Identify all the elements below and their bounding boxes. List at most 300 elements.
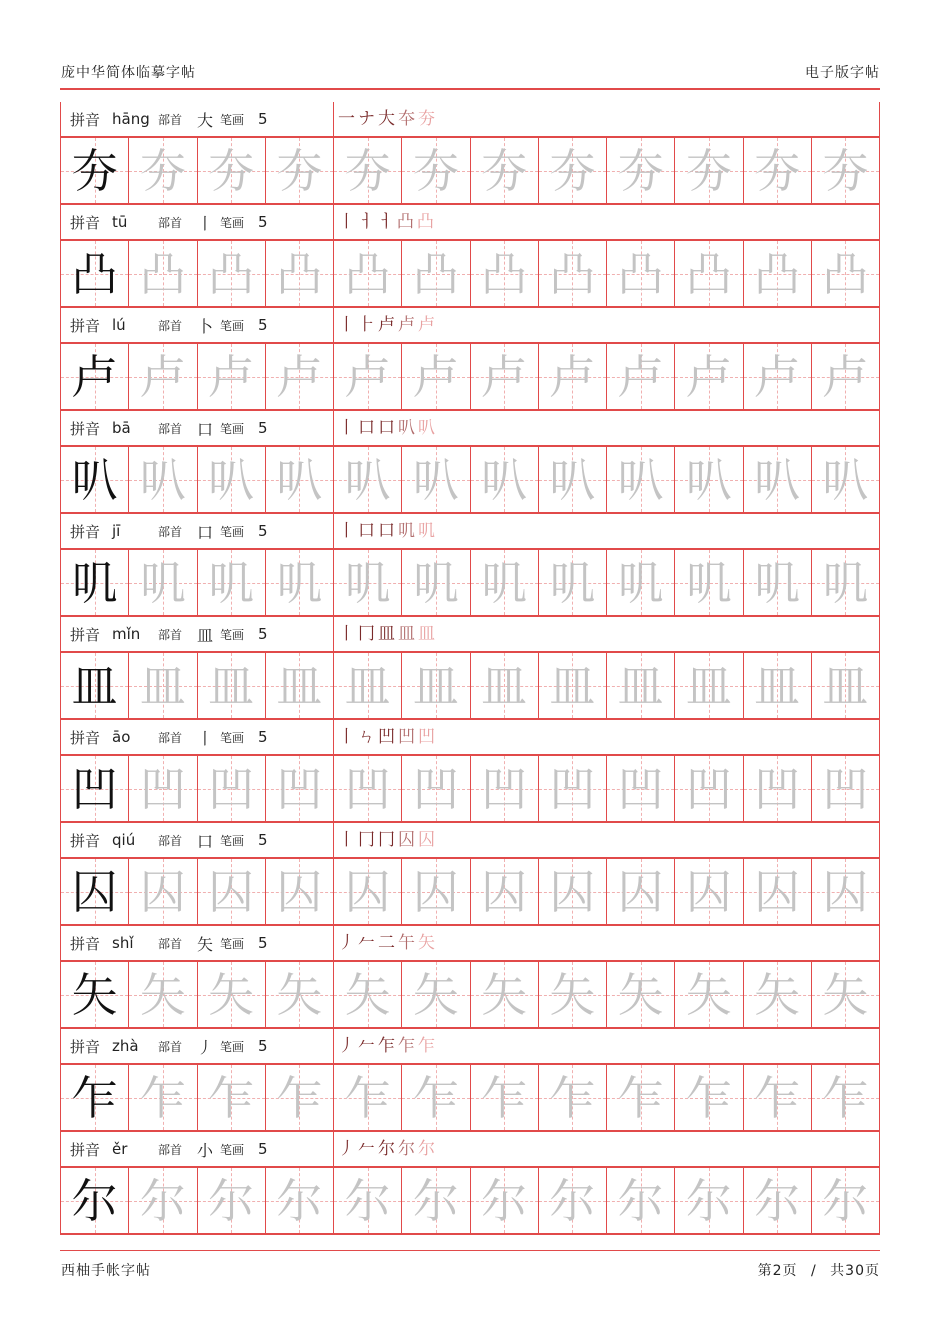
tracing-cell bbox=[471, 859, 539, 924]
strokes-label: 笔画 bbox=[220, 1039, 245, 1054]
stroke-count: 5 bbox=[258, 1037, 268, 1055]
tracing-cell bbox=[129, 344, 197, 409]
page-total: 共30页 bbox=[830, 1263, 880, 1279]
tracing-cell bbox=[266, 1168, 334, 1233]
stroke-step: 口 bbox=[358, 520, 375, 541]
trace-character: 尔 bbox=[139, 1173, 186, 1228]
radical-value: 口 bbox=[197, 522, 214, 542]
tracing-cell bbox=[198, 550, 266, 615]
trace-character: 皿 bbox=[344, 658, 391, 713]
stroke-order bbox=[333, 926, 879, 960]
trace-character: 凹 bbox=[685, 761, 732, 816]
stroke-step: 尔 bbox=[418, 1138, 435, 1159]
trace-character: 皿 bbox=[549, 658, 596, 713]
stroke-step: 丨 bbox=[338, 520, 355, 541]
trace-character: 凹 bbox=[139, 761, 186, 816]
stroke-step: 尔 bbox=[398, 1138, 415, 1159]
model-character: 矢 bbox=[71, 967, 118, 1022]
tracing-cell bbox=[744, 138, 812, 203]
trace-character: 叭 bbox=[822, 452, 869, 507]
practice-grid-row bbox=[60, 1063, 880, 1132]
trace-character: 卢 bbox=[139, 349, 186, 404]
model-cell bbox=[61, 138, 129, 203]
tracing-cell bbox=[198, 962, 266, 1027]
radical-value: 口 bbox=[197, 831, 214, 851]
stroke-step: 凹 bbox=[398, 726, 415, 747]
stroke-step: 𠂉 bbox=[358, 932, 375, 953]
trace-character: 凹 bbox=[344, 761, 391, 816]
stroke-step: 皿 bbox=[398, 623, 415, 644]
model-character: 囚 bbox=[71, 864, 118, 919]
tracing-cell bbox=[539, 241, 607, 306]
trace-character: 乍 bbox=[412, 1070, 459, 1125]
trace-character: 夯 bbox=[276, 143, 323, 198]
stroke-count: 5 bbox=[258, 934, 268, 952]
stroke-step: 丿 bbox=[338, 1035, 355, 1056]
stroke-count: 5 bbox=[258, 625, 268, 643]
trace-character: 囚 bbox=[754, 864, 801, 919]
strokes-label: 笔画 bbox=[220, 318, 245, 333]
trace-character: 叭 bbox=[344, 452, 391, 507]
trace-character: 矢 bbox=[344, 967, 391, 1022]
trace-character: 乍 bbox=[208, 1070, 255, 1125]
trace-character: 叭 bbox=[617, 452, 664, 507]
trace-character: 卢 bbox=[276, 349, 323, 404]
stroke-step: 皿 bbox=[378, 623, 395, 644]
char-info-row bbox=[60, 926, 880, 960]
trace-character: 凹 bbox=[754, 761, 801, 816]
stroke-order bbox=[333, 308, 879, 342]
stroke-order bbox=[333, 205, 879, 239]
pinyin-value: qiú bbox=[112, 831, 136, 849]
model-character: 叭 bbox=[71, 452, 118, 507]
stroke-step: 乍 bbox=[378, 1035, 395, 1056]
tracing-cell bbox=[539, 859, 607, 924]
trace-character: 叽 bbox=[617, 555, 664, 610]
trace-character: 叽 bbox=[481, 555, 528, 610]
char-meta bbox=[61, 720, 333, 754]
tracing-cell bbox=[539, 1065, 607, 1130]
tracing-cell bbox=[607, 653, 675, 718]
stroke-step: 𠂉 bbox=[358, 1138, 375, 1159]
tracing-cell bbox=[812, 962, 880, 1027]
trace-character: 夯 bbox=[344, 143, 391, 198]
pinyin-value: āo bbox=[112, 728, 131, 746]
trace-character: 囚 bbox=[685, 864, 732, 919]
trace-character: 矢 bbox=[208, 967, 255, 1022]
trace-character: 卢 bbox=[617, 349, 664, 404]
radical-label: 部首 bbox=[158, 730, 183, 745]
tracing-cell bbox=[402, 653, 470, 718]
trace-character: 乍 bbox=[685, 1070, 732, 1125]
tracing-cell bbox=[539, 1168, 607, 1233]
stroke-step: 口 bbox=[378, 520, 395, 541]
trace-character: 囚 bbox=[822, 864, 869, 919]
trace-character: 囚 bbox=[208, 864, 255, 919]
stroke-step: 丿 bbox=[338, 1138, 355, 1159]
stroke-step: 叭 bbox=[398, 417, 415, 438]
stroke-step: 矢 bbox=[418, 932, 435, 953]
strokes-label: 笔画 bbox=[220, 730, 245, 745]
trace-character: 皿 bbox=[481, 658, 528, 713]
tracing-cell bbox=[471, 447, 539, 512]
tracing-cell bbox=[402, 550, 470, 615]
stroke-count: 5 bbox=[258, 728, 268, 746]
radical-label: 部首 bbox=[158, 421, 183, 436]
tracing-cell bbox=[402, 756, 470, 821]
char-meta bbox=[61, 823, 333, 857]
char-meta bbox=[61, 308, 333, 342]
trace-character: 凹 bbox=[481, 761, 528, 816]
stroke-step: 午 bbox=[398, 932, 415, 953]
trace-character: 凸 bbox=[617, 246, 664, 301]
stroke-step: 夲 bbox=[398, 108, 415, 129]
tracing-cell bbox=[812, 1168, 880, 1233]
pinyin-value: zhà bbox=[112, 1037, 139, 1055]
radical-label: 部首 bbox=[158, 833, 183, 848]
practice-grid-row bbox=[60, 857, 880, 926]
radical-value: 小 bbox=[197, 1140, 214, 1160]
strokes-label: 笔画 bbox=[220, 215, 245, 230]
tracing-cell bbox=[607, 447, 675, 512]
tracing-cell bbox=[198, 1168, 266, 1233]
practice-grid-row bbox=[60, 445, 880, 514]
tracing-cell bbox=[539, 447, 607, 512]
tracing-cell bbox=[198, 447, 266, 512]
model-character: 尔 bbox=[71, 1173, 118, 1228]
tracing-cell bbox=[607, 241, 675, 306]
trace-character: 叽 bbox=[208, 555, 255, 610]
stroke-step: ㅓ bbox=[377, 211, 394, 232]
tracing-cell bbox=[812, 138, 880, 203]
tracing-cell bbox=[129, 447, 197, 512]
tracing-cell bbox=[334, 962, 402, 1027]
stroke-step: 夯 bbox=[418, 108, 435, 129]
char-info-row bbox=[60, 308, 880, 342]
header-title: 庞中华简体临摹字帖 bbox=[61, 65, 196, 81]
trace-character: 矢 bbox=[617, 967, 664, 1022]
trace-character: 乍 bbox=[617, 1070, 664, 1125]
tracing-cell bbox=[812, 756, 880, 821]
tracing-cell bbox=[812, 859, 880, 924]
pinyin-value: shǐ bbox=[112, 934, 134, 952]
tracing-cell bbox=[334, 859, 402, 924]
tracing-cell bbox=[812, 344, 880, 409]
char-info-row bbox=[60, 1132, 880, 1166]
stroke-order bbox=[333, 617, 879, 651]
tracing-cell bbox=[744, 1065, 812, 1130]
tracing-cell bbox=[539, 756, 607, 821]
trace-character: 叽 bbox=[412, 555, 459, 610]
tracing-cell bbox=[129, 550, 197, 615]
tracing-cell bbox=[744, 241, 812, 306]
header-divider bbox=[60, 88, 880, 90]
pinyin-label: 拼音 bbox=[70, 831, 101, 850]
pinyin-label: 拼音 bbox=[70, 625, 101, 644]
char-meta bbox=[61, 1029, 333, 1063]
pinyin-value: mǐn bbox=[112, 625, 141, 643]
model-cell bbox=[61, 859, 129, 924]
stroke-step: 丨 bbox=[338, 417, 355, 438]
pinyin-value: bā bbox=[112, 419, 131, 437]
stroke-step: 凸 bbox=[396, 211, 414, 232]
char-info-row bbox=[60, 411, 880, 445]
trace-character: 乍 bbox=[822, 1070, 869, 1125]
trace-character: 尔 bbox=[481, 1173, 528, 1228]
model-cell bbox=[61, 241, 129, 306]
tracing-cell bbox=[471, 138, 539, 203]
tracing-cell bbox=[334, 550, 402, 615]
tracing-cell bbox=[334, 344, 402, 409]
stroke-step: ㄣ bbox=[358, 726, 375, 747]
strokes-label: 笔画 bbox=[220, 112, 245, 127]
tracing-cell bbox=[607, 344, 675, 409]
trace-character: 卢 bbox=[685, 349, 732, 404]
stroke-step: 大 bbox=[378, 108, 395, 129]
trace-character: 矢 bbox=[822, 967, 869, 1022]
tracing-cell bbox=[198, 756, 266, 821]
trace-character: 尔 bbox=[276, 1173, 323, 1228]
char-meta bbox=[61, 514, 333, 548]
trace-character: 矢 bbox=[412, 967, 459, 1022]
stroke-order bbox=[333, 411, 879, 445]
trace-character: 皿 bbox=[754, 658, 801, 713]
model-character: 凸 bbox=[71, 246, 118, 301]
tracing-cell bbox=[402, 138, 470, 203]
stroke-step: 乍 bbox=[418, 1035, 435, 1056]
tracing-cell bbox=[607, 1168, 675, 1233]
tracing-cell bbox=[471, 1168, 539, 1233]
stroke-step: 乍 bbox=[398, 1035, 415, 1056]
tracing-cell bbox=[129, 1168, 197, 1233]
trace-character: 凸 bbox=[412, 246, 459, 301]
practice-grid-row bbox=[60, 136, 880, 205]
radical-value: 丿 bbox=[197, 1037, 214, 1057]
tracing-cell bbox=[471, 550, 539, 615]
tracing-cell bbox=[402, 447, 470, 512]
tracing-cell bbox=[539, 653, 607, 718]
trace-character: 囚 bbox=[549, 864, 596, 919]
practice-grid-row bbox=[60, 960, 880, 1029]
trace-character: 夯 bbox=[481, 143, 528, 198]
tracing-cell bbox=[607, 756, 675, 821]
tracing-cell bbox=[812, 653, 880, 718]
trace-character: 尔 bbox=[412, 1173, 459, 1228]
trace-character: 凸 bbox=[481, 246, 528, 301]
tracing-cell bbox=[334, 138, 402, 203]
trace-character: 乍 bbox=[549, 1070, 596, 1125]
stroke-step: ナ bbox=[358, 108, 375, 129]
stroke-step: 卢 bbox=[378, 314, 395, 335]
trace-character: 皿 bbox=[139, 658, 186, 713]
tracing-cell bbox=[607, 550, 675, 615]
tracing-cell bbox=[675, 241, 743, 306]
pinyin-label: 拼音 bbox=[70, 419, 101, 438]
trace-character: 叭 bbox=[276, 452, 323, 507]
tracing-cell bbox=[675, 344, 743, 409]
tracing-cell bbox=[675, 550, 743, 615]
trace-character: 皿 bbox=[685, 658, 732, 713]
tracing-cell bbox=[266, 138, 334, 203]
char-info-row bbox=[60, 617, 880, 651]
char-meta bbox=[61, 411, 333, 445]
tracing-cell bbox=[812, 1065, 880, 1130]
tracing-cell bbox=[266, 1065, 334, 1130]
tracing-cell bbox=[675, 962, 743, 1027]
trace-character: 尔 bbox=[344, 1173, 391, 1228]
tracing-cell bbox=[402, 1168, 470, 1233]
model-cell bbox=[61, 1065, 129, 1130]
tracing-cell bbox=[471, 1065, 539, 1130]
stroke-step: ⺊ bbox=[358, 314, 375, 335]
strokes-label: 笔画 bbox=[220, 936, 245, 951]
tracing-cell bbox=[607, 138, 675, 203]
stroke-step: 囚 bbox=[398, 829, 415, 850]
trace-character: 乍 bbox=[276, 1070, 323, 1125]
tracing-cell bbox=[266, 653, 334, 718]
trace-character: 凸 bbox=[139, 246, 186, 301]
stroke-count: 5 bbox=[258, 831, 268, 849]
tracing-cell bbox=[812, 241, 880, 306]
radical-value: 丨 bbox=[197, 213, 214, 233]
trace-character: 夯 bbox=[754, 143, 801, 198]
stroke-step: 冂 bbox=[378, 829, 395, 850]
tracing-cell bbox=[266, 344, 334, 409]
stroke-step: 卢 bbox=[418, 314, 435, 335]
tracing-cell bbox=[402, 344, 470, 409]
radical-label: 部首 bbox=[158, 524, 183, 539]
tracing-cell bbox=[266, 962, 334, 1027]
trace-character: 卢 bbox=[822, 349, 869, 404]
trace-character: 夯 bbox=[412, 143, 459, 198]
stroke-step: 丨 bbox=[338, 623, 355, 644]
trace-character: 叽 bbox=[549, 555, 596, 610]
pinyin-label: 拼音 bbox=[70, 1037, 101, 1056]
model-cell bbox=[61, 653, 129, 718]
tracing-cell bbox=[402, 241, 470, 306]
trace-character: 囚 bbox=[139, 864, 186, 919]
trace-character: 卢 bbox=[754, 349, 801, 404]
trace-character: 叭 bbox=[685, 452, 732, 507]
trace-character: 叽 bbox=[822, 555, 869, 610]
footer-brand: 西柚手帐字帖 bbox=[61, 1263, 151, 1279]
stroke-step: 叽 bbox=[418, 520, 435, 541]
pinyin-value: jī bbox=[112, 522, 121, 540]
trace-character: 尔 bbox=[208, 1173, 255, 1228]
trace-character: 卢 bbox=[549, 349, 596, 404]
practice-grid-row bbox=[60, 754, 880, 823]
trace-character: 矢 bbox=[481, 967, 528, 1022]
stroke-count: 5 bbox=[258, 1140, 268, 1158]
stroke-step: 冂 bbox=[358, 829, 375, 850]
trace-character: 凹 bbox=[617, 761, 664, 816]
footer-divider bbox=[60, 1250, 880, 1251]
page-current: 第2页 bbox=[757, 1263, 798, 1279]
trace-character: 叭 bbox=[139, 452, 186, 507]
stroke-step: 丨 bbox=[338, 314, 355, 335]
trace-character: 叭 bbox=[208, 452, 255, 507]
trace-character: 皿 bbox=[276, 658, 323, 713]
tracing-cell bbox=[334, 756, 402, 821]
model-character: 卢 bbox=[71, 349, 118, 404]
char-meta bbox=[61, 102, 333, 136]
trace-character: 叽 bbox=[685, 555, 732, 610]
tracing-cell bbox=[744, 859, 812, 924]
trace-character: 尔 bbox=[617, 1173, 664, 1228]
tracing-cell bbox=[744, 447, 812, 512]
tracing-cell bbox=[129, 138, 197, 203]
model-cell bbox=[61, 962, 129, 1027]
strokes-label: 笔画 bbox=[220, 524, 245, 539]
tracing-cell bbox=[675, 447, 743, 512]
trace-character: 矢 bbox=[549, 967, 596, 1022]
char-info-row bbox=[60, 514, 880, 548]
trace-character: 矢 bbox=[685, 967, 732, 1022]
model-cell bbox=[61, 756, 129, 821]
trace-character: 叽 bbox=[276, 555, 323, 610]
stroke-step: 皿 bbox=[418, 623, 435, 644]
trace-character: 凸 bbox=[276, 246, 323, 301]
radical-label: 部首 bbox=[158, 1039, 183, 1054]
trace-character: 叭 bbox=[412, 452, 459, 507]
stroke-count: 5 bbox=[258, 110, 268, 128]
stroke-step: 尔 bbox=[378, 1138, 395, 1159]
tracing-cell bbox=[198, 241, 266, 306]
tracing-cell bbox=[675, 1065, 743, 1130]
tracing-cell bbox=[129, 859, 197, 924]
trace-character: 乍 bbox=[754, 1070, 801, 1125]
tracing-cell bbox=[539, 962, 607, 1027]
pinyin-label: 拼音 bbox=[70, 934, 101, 953]
stroke-step: 丨 bbox=[338, 726, 355, 747]
stroke-step: 囚 bbox=[418, 829, 435, 850]
practice-grid-row bbox=[60, 548, 880, 617]
trace-character: 叭 bbox=[481, 452, 528, 507]
stroke-step: 口 bbox=[378, 417, 395, 438]
model-character: 凹 bbox=[71, 761, 118, 816]
stroke-step: 丿 bbox=[338, 932, 355, 953]
trace-character: 夯 bbox=[685, 143, 732, 198]
stroke-count: 5 bbox=[258, 316, 268, 334]
tracing-cell bbox=[471, 653, 539, 718]
stroke-step: 凹 bbox=[418, 726, 435, 747]
char-info-row bbox=[60, 720, 880, 754]
strokes-label: 笔画 bbox=[220, 421, 245, 436]
trace-character: 夯 bbox=[549, 143, 596, 198]
tracing-cell bbox=[675, 859, 743, 924]
tracing-cell bbox=[334, 653, 402, 718]
char-meta bbox=[61, 926, 333, 960]
pinyin-value: lú bbox=[112, 316, 126, 334]
stroke-order bbox=[333, 102, 879, 136]
radical-value: 大 bbox=[197, 110, 214, 130]
strokes-label: 笔画 bbox=[220, 627, 245, 642]
char-meta bbox=[61, 205, 333, 239]
tracing-cell bbox=[198, 1065, 266, 1130]
char-info-row bbox=[60, 823, 880, 857]
tracing-cell bbox=[607, 962, 675, 1027]
trace-character: 叭 bbox=[549, 452, 596, 507]
model-character: 夯 bbox=[71, 143, 118, 198]
trace-character: 矢 bbox=[276, 967, 323, 1022]
trace-character: 凹 bbox=[276, 761, 323, 816]
pinyin-label: 拼音 bbox=[70, 213, 101, 232]
tracing-cell bbox=[539, 550, 607, 615]
trace-character: 夯 bbox=[617, 143, 664, 198]
trace-character: 叭 bbox=[754, 452, 801, 507]
trace-character: 凸 bbox=[344, 246, 391, 301]
stroke-step: 凸 bbox=[416, 211, 434, 232]
